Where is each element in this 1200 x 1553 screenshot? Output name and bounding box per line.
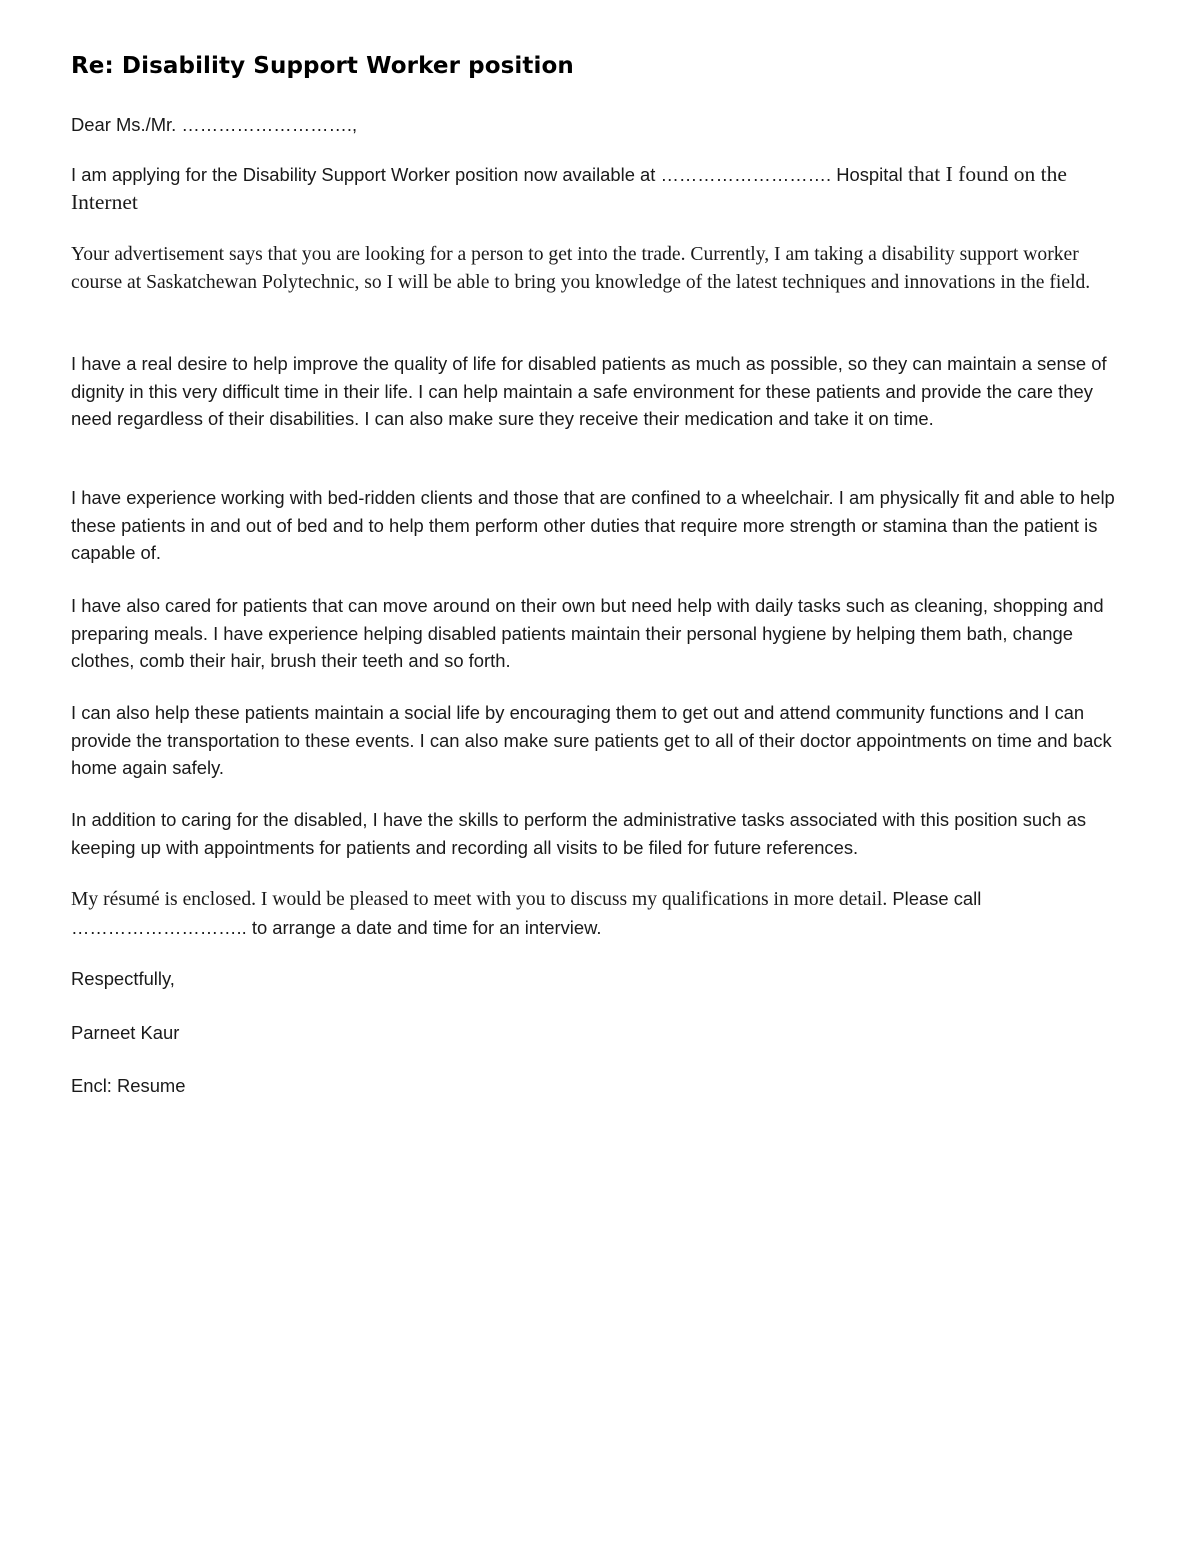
- paragraph-quality-of-life: I have a real desire to help improve the quality of life for disabled patients as much as possible, so they can maintain a sense of dignity in this very difficult time in their life. I can help maintain a safe environment for these patients and provide the care they need regardless of their disabilities. I can also make sure they receive their medication and take it on time.: [71, 353, 1107, 429]
- paragraph-daily-tasks: I have also cared for patients that can move around on their own but need help with daily tasks such as cleaning, shopping and preparing meals. I have experience helping disabled patients maintain their personal hygiene by helping them bath, change clothes, comb their hair, brush their teeth and so forth.: [71, 595, 1104, 671]
- enclosure-note: Encl: Resume: [71, 1075, 186, 1096]
- letter-subject: Re: Disability Support Worker position: [71, 53, 574, 79]
- paragraph-resume-enclosed: [71, 885, 1133, 941]
- paragraph-application: [71, 161, 1133, 216]
- paragraph-social-life: I can also help these patients maintain a social life by encouraging them to get out and attend community functions and I can provide the transportation to these events. I can also make sure patients get to all of their doctor appointments on time and back home again safely.: [71, 702, 1112, 778]
- paragraph-application-sans-text: I am applying for the Disability Support Worker position now available at ………………………. Hospital: [71, 164, 903, 185]
- paragraph-administrative: In addition to caring for the disabled, I have the skills to perform the administrative tasks associated with this position such as keeping up with appointments for patients and recording all visits to be filed for future references.: [71, 809, 1087, 858]
- paragraph-advertisement: Your advertisement says that you are looking for a person to get into the trade. Currently, I am taking a disability support worker course at Saskatchewan Polytechnic, so I will be able to bring you knowledge of the latest techniques and innovations in the field.: [71, 244, 1091, 293]
- paragraph-resume-sans-text: Please call ……………………….. to arrange a date and time for an interview.: [71, 888, 982, 938]
- paragraph-experience: I have experience working with bed-ridden clients and those that are confined to a wheelchair. I am physically fit and able to help these patients in and out of bed and to help them perform other duties that require more strength or stamina than the patient is capable of.: [71, 487, 1115, 563]
- signature-name: Parneet Kaur: [71, 1022, 180, 1043]
- salutation: Dear Ms./Mr. ……………………….,: [71, 114, 358, 135]
- closing: Respectfully,: [71, 968, 175, 989]
- paragraph-resume-serif-text: My résumé is enclosed. I would be pleased to meet with you to discuss my qualifications in more detail.: [71, 889, 888, 910]
- paragraph-application-serif-text: that I found on the Internet: [71, 162, 1067, 214]
